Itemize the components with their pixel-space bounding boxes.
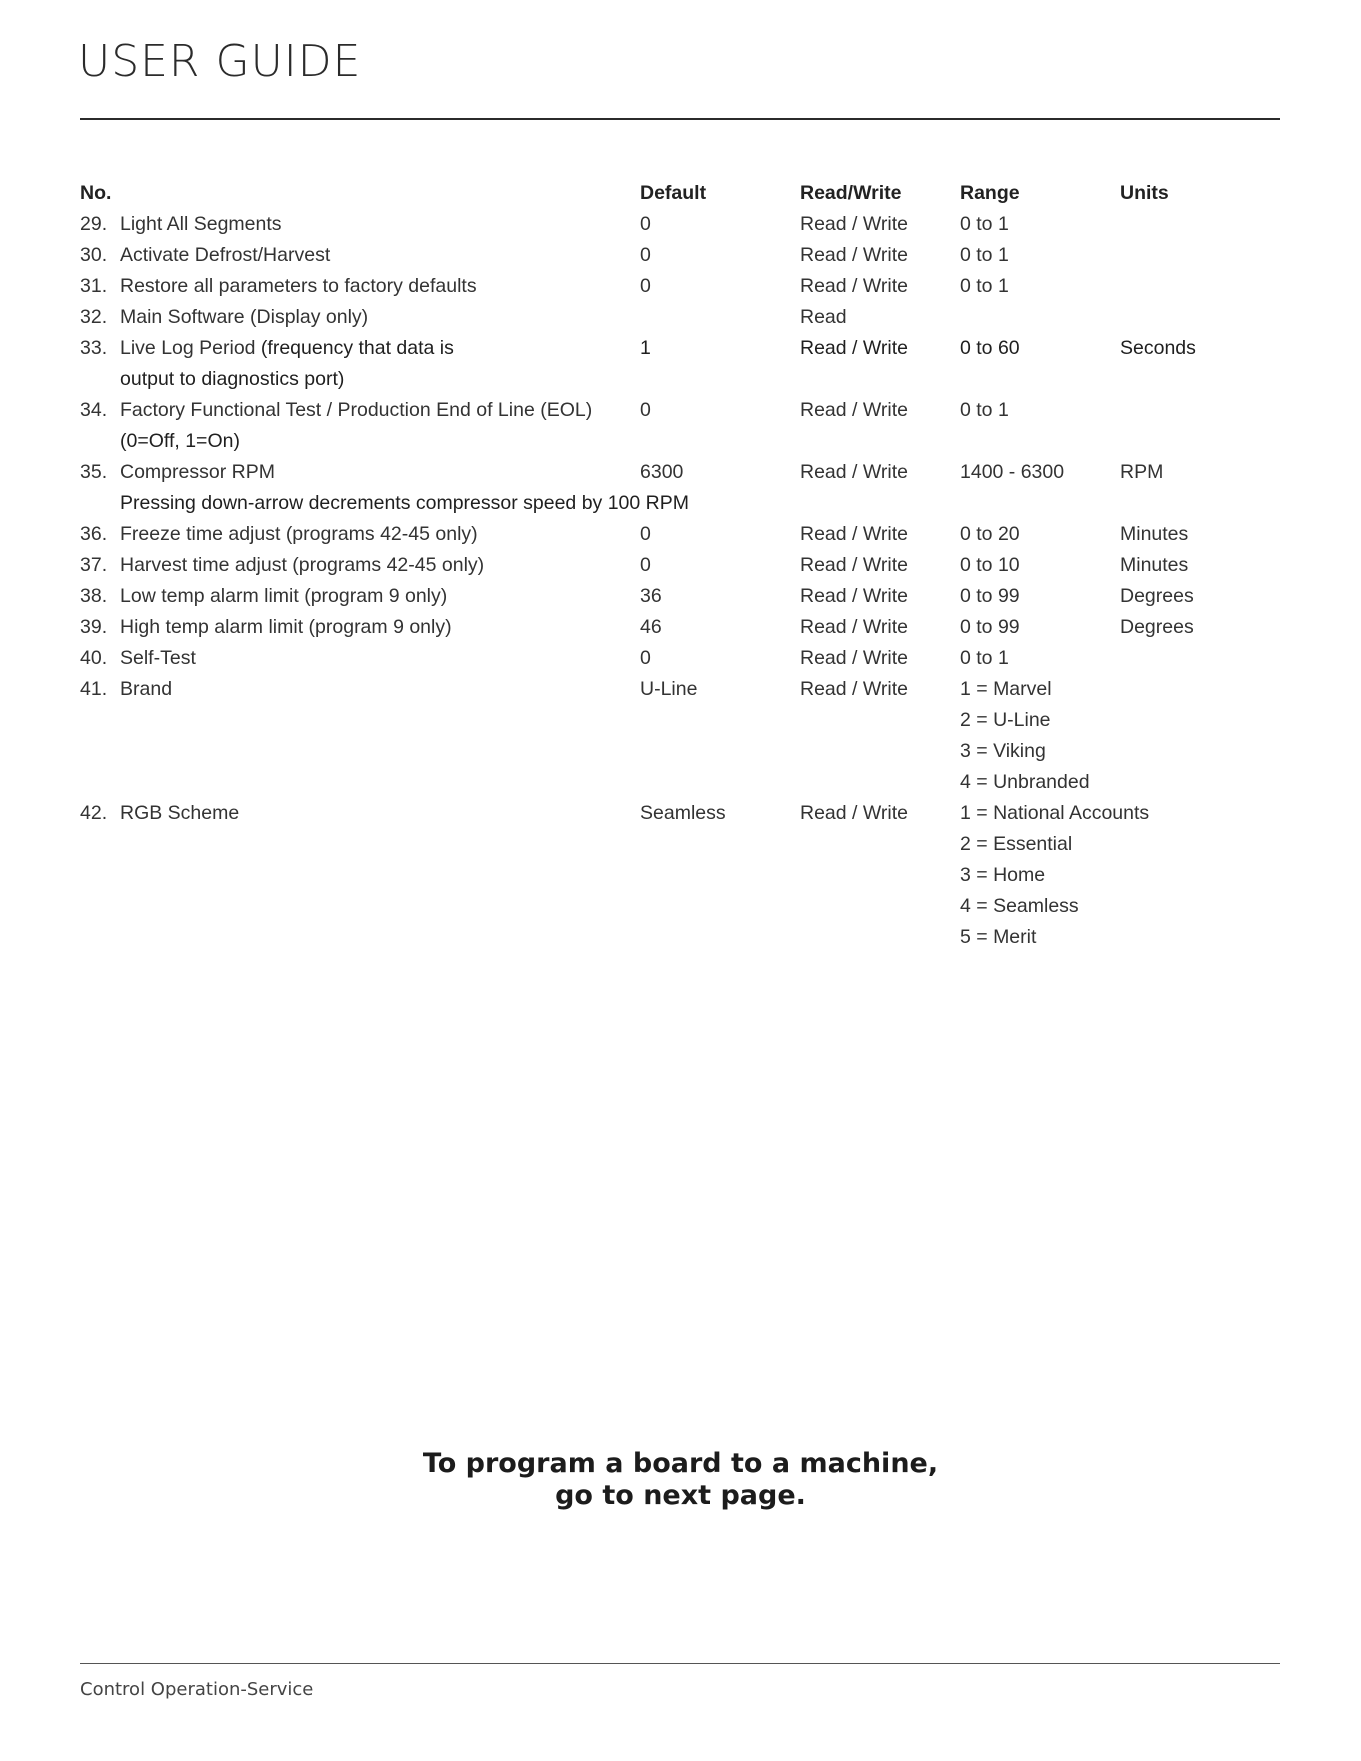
table-row <box>80 674 1280 798</box>
row-read-write: Read / Write <box>800 647 909 669</box>
row-name-cell <box>120 457 689 519</box>
range-option: 5 = Merit <box>960 926 1037 948</box>
col-header-default: Default <box>640 182 707 204</box>
row-range: 0 to 1 <box>960 647 1009 669</box>
row-default: 46 <box>640 616 662 638</box>
row-number: 33. <box>80 337 108 359</box>
row-units: Degrees <box>1120 616 1194 638</box>
row-name-continued: output to diagnostics port) <box>120 368 345 390</box>
row-default: 0 <box>640 213 651 235</box>
row-name: Restore all parameters to factory defaults <box>120 275 477 297</box>
row-default: U-Line <box>640 678 698 700</box>
row-number: 37. <box>80 554 108 576</box>
row-units: Minutes <box>1120 523 1189 545</box>
col-header-read-write: Read/Write <box>800 182 902 204</box>
table-header <box>80 178 1280 209</box>
row-number: 40. <box>80 647 108 669</box>
row-range: 0 to 10 <box>960 554 1020 576</box>
table-row <box>80 271 1280 302</box>
range-option: 1 = National Accounts <box>960 802 1150 824</box>
row-default: 0 <box>640 523 651 545</box>
row-read-write: Read <box>800 306 847 328</box>
row-name: High temp alarm limit (program 9 only) <box>120 616 452 638</box>
row-range-list <box>960 798 1149 953</box>
row-read-write: Read / Write <box>800 275 909 297</box>
table-row <box>80 457 1280 519</box>
row-number: 29. <box>80 213 108 235</box>
row-name: Main Software (Display only) <box>120 306 369 328</box>
row-number: 42. <box>80 802 108 824</box>
row-name: Self-Test <box>120 647 196 669</box>
table-row <box>80 395 1280 457</box>
table-row <box>80 333 1280 395</box>
next-page-callout <box>0 1448 1361 1512</box>
row-read-write: Read / Write <box>800 802 909 824</box>
row-name: RGB Scheme <box>120 802 240 824</box>
row-default: 0 <box>640 647 651 669</box>
row-range: 0 to 1 <box>960 244 1009 266</box>
row-name-cell <box>120 395 592 457</box>
row-read-write: Read / Write <box>800 678 909 700</box>
row-read-write: Read / Write <box>800 244 909 266</box>
row-read-write: Read / Write <box>800 337 909 359</box>
row-range: 0 to 60 <box>960 337 1020 359</box>
table-row <box>80 240 1280 271</box>
table-row <box>80 550 1280 581</box>
row-name: Light All Segments <box>120 213 282 235</box>
range-option: 1 = Marvel <box>960 678 1052 700</box>
table-row <box>80 209 1280 240</box>
range-option: 3 = Home <box>960 864 1046 886</box>
row-range: 0 to 1 <box>960 399 1009 421</box>
header-divider <box>80 118 1280 120</box>
callout-line-1: To program a board to a machine, <box>422 1448 939 1479</box>
row-number: 30. <box>80 244 108 266</box>
row-range: 0 to 20 <box>960 523 1020 545</box>
range-option: 4 = Seamless <box>960 895 1079 917</box>
row-units: Degrees <box>1120 585 1194 607</box>
row-name-continued: Pressing down-arrow decrements compressor speed by 100 RPM <box>120 492 689 514</box>
row-default: 0 <box>640 275 651 297</box>
row-number: 36. <box>80 523 108 545</box>
row-number: 35. <box>80 461 108 483</box>
row-range: 0 to 1 <box>960 213 1009 235</box>
row-name-cell <box>120 333 454 395</box>
table-row <box>80 581 1280 612</box>
range-option: 2 = U-Line <box>960 709 1051 731</box>
table-row <box>80 519 1280 550</box>
row-name: Low temp alarm limit (program 9 only) <box>120 585 448 607</box>
row-name-continued: (0=Off, 1=On) <box>120 430 240 452</box>
row-read-write: Read / Write <box>800 585 909 607</box>
row-range: 0 to 99 <box>960 616 1020 638</box>
row-read-write: Read / Write <box>800 213 909 235</box>
row-default: 0 <box>640 244 651 266</box>
footer-section-title: Control Operation-Service <box>80 1679 314 1700</box>
row-default: 0 <box>640 399 651 421</box>
table-row <box>80 643 1280 674</box>
row-read-write: Read / Write <box>800 616 909 638</box>
table-row <box>80 798 1280 953</box>
row-name: Freeze time adjust (programs 42-45 only) <box>120 523 478 545</box>
row-units: RPM <box>1120 461 1164 483</box>
row-default: 0 <box>640 554 651 576</box>
row-number: 34. <box>80 399 108 421</box>
range-option: 3 = Viking <box>960 740 1046 762</box>
row-name: Live Log Period <box>120 337 256 359</box>
row-read-write: Read / Write <box>800 399 909 421</box>
row-read-write: Read / Write <box>800 554 909 576</box>
col-header-range: Range <box>960 182 1020 204</box>
row-default: Seamless <box>640 802 726 824</box>
row-name: Compressor RPM <box>120 461 275 483</box>
range-option: 4 = Unbranded <box>960 771 1090 793</box>
callout-line-2: go to next page. <box>555 1480 806 1511</box>
row-read-write: Read / Write <box>800 523 909 545</box>
row-range: 0 to 99 <box>960 585 1020 607</box>
parameter-table <box>80 178 1280 953</box>
row-number: 41. <box>80 678 108 700</box>
row-number: 38. <box>80 585 108 607</box>
row-units: Seconds <box>1120 337 1196 359</box>
col-header-no: No. <box>80 182 112 204</box>
footer-divider <box>80 1663 1280 1664</box>
row-name: Activate Defrost/Harvest <box>120 244 331 266</box>
row-default: 6300 <box>640 461 684 483</box>
page-title: USER GUIDE <box>78 36 362 87</box>
row-name: Factory Functional Test / Production End of Line (EOL) <box>120 399 593 421</box>
row-default: 36 <box>640 585 662 607</box>
table-row <box>80 302 1280 333</box>
row-name: Brand <box>120 678 173 700</box>
row-number: 32. <box>80 306 108 328</box>
row-name: Harvest time adjust (programs 42-45 only) <box>120 554 485 576</box>
row-range: 0 to 1 <box>960 275 1009 297</box>
row-range-list <box>960 674 1090 798</box>
row-units: Minutes <box>1120 554 1189 576</box>
row-read-write: Read / Write <box>800 461 909 483</box>
range-option: 2 = Essential <box>960 833 1073 855</box>
table-row <box>80 612 1280 643</box>
row-number: 39. <box>80 616 108 638</box>
row-default: 1 <box>640 337 651 359</box>
row-range: 1400 - 6300 <box>960 461 1065 483</box>
col-header-units: Units <box>1120 182 1169 204</box>
row-name-suffix: (frequency that data is <box>255 337 454 359</box>
row-number: 31. <box>80 275 108 297</box>
